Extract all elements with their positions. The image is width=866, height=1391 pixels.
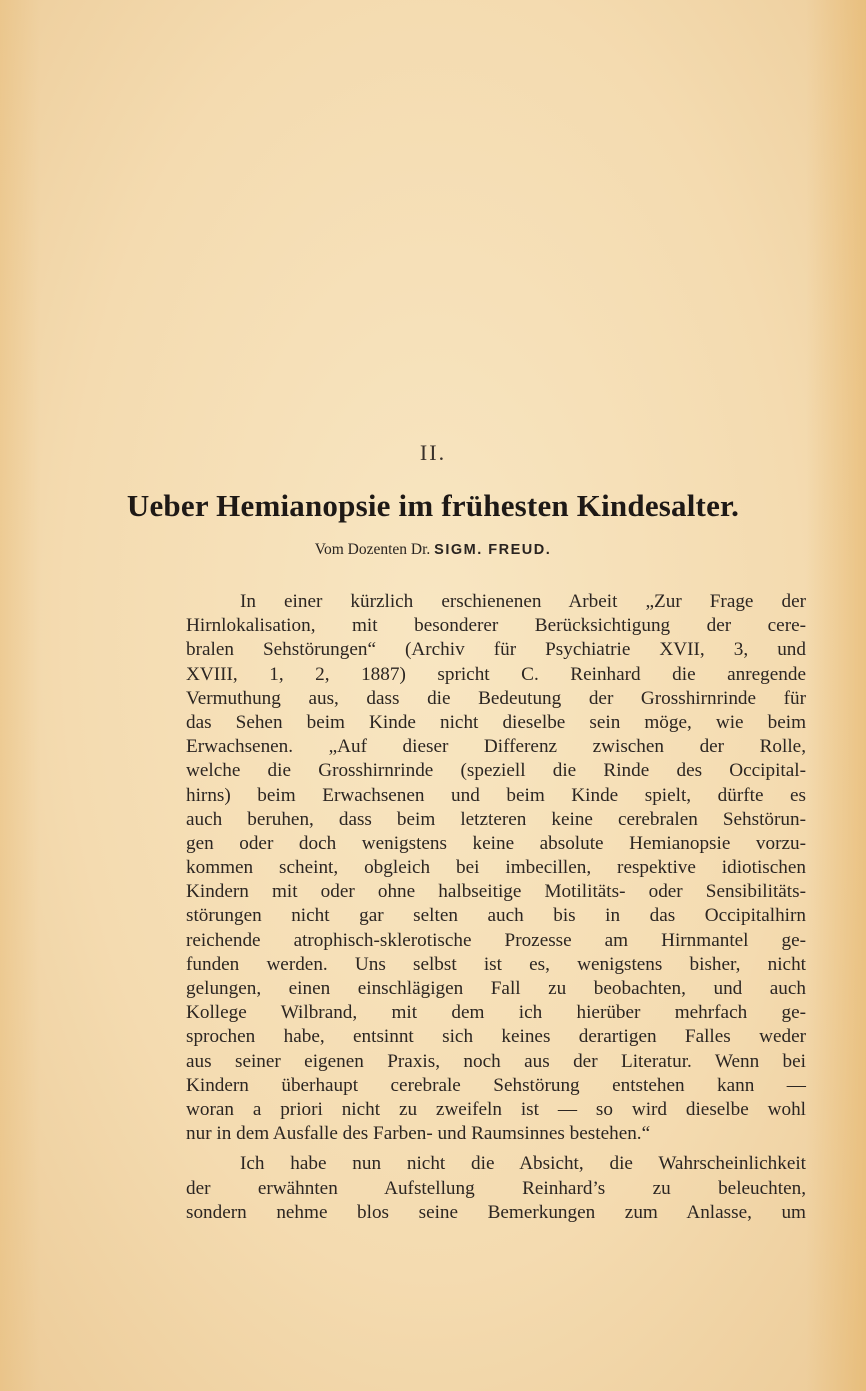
- text-line: Vermuthung aus, dass die Bedeutung der Grosshirnrinde für: [186, 687, 806, 709]
- chapter-number: II.: [419, 440, 447, 465]
- paragraph-2: [186, 1152, 806, 1225]
- text-line: funden werden. Uns selbst ist es, wenigstens bisher, nicht: [186, 953, 806, 975]
- text-line: störungen nicht gar selten auch bis in das Occipitalhirn: [186, 905, 806, 927]
- text-line: gelungen, einen einschlägigen Fall zu beobachten, und auch: [186, 978, 806, 999]
- text-line: reichende atrophisch-sklerotische Prozesse am Hirnmantel ge-: [186, 929, 806, 951]
- text-line: Kollege Wilbrand, mit dem ich hierüber mehrfach ge-: [186, 1002, 806, 1024]
- text-line: gen oder doch wenigstens keine absolute Hemianopsie vorzu-: [186, 832, 806, 854]
- text-line: woran a priori nicht zu zweifeln ist — so wird dieselbe wohl: [186, 1098, 806, 1120]
- text-line: welche die Grosshirnrinde (speziell die Rinde des Occipital-: [186, 760, 806, 782]
- text-line: kommen scheint, obgleich bei imbecillen, respektive idiotischen: [186, 857, 806, 879]
- text-line: der erwähnten Aufstellung Reinhard’s zu beleuchten,: [186, 1177, 806, 1199]
- text-line: XVIII, 1, 2, 1887) spricht C. Reinhard die anregende: [186, 663, 806, 685]
- text-line: hirns) beim Erwachsenen und beim Kinde spielt, dürfte es: [186, 784, 806, 806]
- text-line: auch beruhen, dass beim letzteren keine cerebralen Sehstörun-: [186, 808, 806, 830]
- article-title: Ueber Hemianopsie im frühesten Kindesalter.: [126, 488, 740, 523]
- text-line: bralen Sehstörungen“ (Archiv für Psychiatrie XVII, 3, und: [186, 639, 806, 661]
- text-line: Ich habe nun nicht die Absicht, die Wahrscheinlichkeit: [240, 1153, 806, 1175]
- text-line: das Sehen beim Kinde nicht dieselbe sein möge, wie beim: [186, 711, 806, 733]
- text-line: Hirnlokalisation, mit besonderer Berücksichtigung der cere-: [186, 615, 806, 637]
- text-line: aus seiner eigenen Praxis, noch aus der Literatur. Wenn bei: [186, 1050, 806, 1072]
- paper-edge-right: [806, 0, 866, 1391]
- paragraph-1: [186, 590, 806, 1146]
- author-prefix: Vom Dozenten Dr.: [314, 541, 431, 558]
- text-line: Kindern überhaupt cerebrale Sehstörung entstehen kann —: [186, 1074, 806, 1096]
- text-line: Kindern mit oder ohne halbseitige Motilitäts- oder Sensibilitäts-: [186, 881, 806, 903]
- article-body: [186, 590, 806, 1225]
- text-line: nur in dem Ausfalle des Farben- und Raumsinnes bestehen.“: [186, 1123, 651, 1145]
- paper-edge-left: [0, 0, 40, 1391]
- text-line: Erwachsenen. „Auf dieser Differenz zwischen der Rolle,: [186, 736, 806, 758]
- author-line: [0, 541, 866, 559]
- text-line: In einer kürzlich erschienenen Arbeit „Zur Frage der: [240, 591, 806, 612]
- author-name: SIGM. FREUD.: [434, 542, 552, 558]
- text-line: sondern nehme blos seine Bemerkungen zum Anlasse, um: [186, 1201, 806, 1223]
- text-line: sprochen habe, entsinnt sich keines derartigen Falles weder: [186, 1026, 806, 1048]
